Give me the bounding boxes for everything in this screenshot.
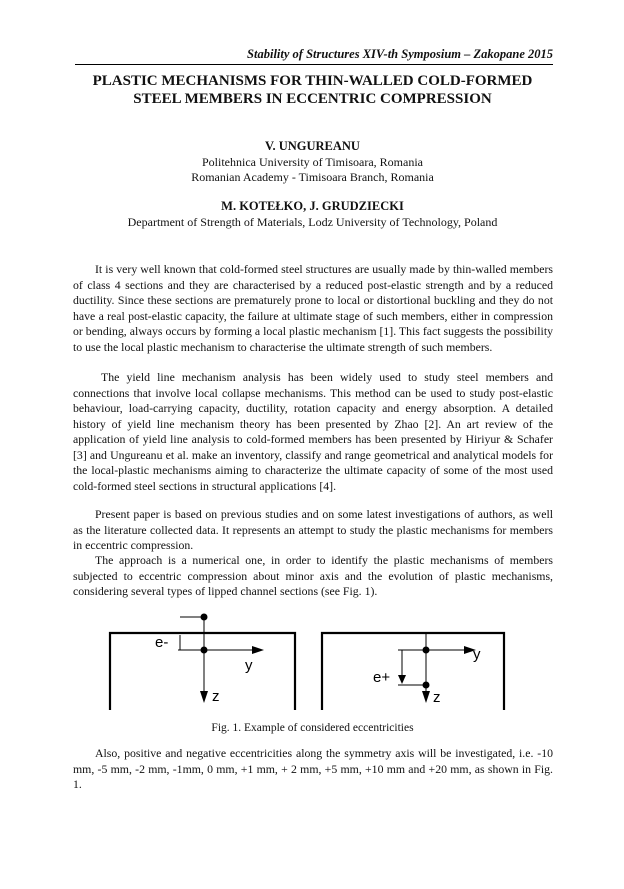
left-z-label: z: [212, 688, 220, 705]
author-1-name: V. UNGUREANU: [265, 139, 360, 153]
title-line-2: STEEL MEMBERS IN ECCENTRIC COMPRESSION: [133, 91, 492, 107]
figure-caption: Fig. 1. Example of considered eccentricities: [211, 722, 414, 734]
right-section-diagram: [322, 633, 504, 710]
left-ecc-label: e-: [155, 634, 169, 651]
body-paragraph-2: The yield line mechanism analysis has been widely used to study steel members and connections that involve local collapse mechanisms. This method can be used to study post-elastic behaviour, load-carrying capacity, ductility, rotation capacity and energy absorption. A detailed history of yield line mechanism theory has been presented by Zhao [2]. An art review of the application of yield line analysis to cold-formed members has been presented by Hiriyur & Schafer [3] and Ungureanu et al. make an inventory, classify and range geometrical and analytical models for the local-plastic mechanisms aiming to characterize the ultimate capacity of some of the most used cold-formed steel sections in structural applications [4].: [73, 370, 553, 493]
title-line-1: PLASTIC MECHANISMS FOR THIN-WALLED COLD-FORMED: [92, 73, 533, 89]
right-centroid: [423, 647, 430, 654]
author-1-affiliation-2: Romanian Academy - Timisoara Branch, Romania: [191, 170, 434, 184]
body-paragraph-4: The approach is a numerical one, in order to identify the plastic mechanisms of members subjected to eccentric compression about minor axis and the evolution of plastic mechanisms, considering several types of lipped channel sections (see Fig. 1).: [73, 553, 553, 598]
right-ecc-label: e+: [373, 669, 391, 686]
author-2-name: M. KOTEŁKO, J. GRUDZIECKI: [221, 199, 404, 213]
left-z-arrow: [200, 691, 208, 703]
left-y-arrow: [252, 646, 264, 654]
right-z-arrow: [422, 691, 430, 703]
paper-title: [40, 72, 585, 108]
right-channel-outline: [322, 633, 504, 710]
running-header: Stability of Structures XIV-th Symposium – Zakopane 2015: [247, 47, 553, 61]
figure-eccentricities: [100, 605, 520, 715]
right-y-label: y: [473, 646, 481, 663]
right-load-point: [423, 682, 430, 689]
body-paragraph-1: It is very well known that cold-formed steel structures are usually made by thin-walled members of class 4 sections and they are characterised by a reduced post-elastic strength and by a reduced ductility. Since these sections are prematurely prone to local or distortional buckling and they do not have a real post-elastic capacity, the failure at ultimate stage of such members, either in compression or bending, always occurs by forming a local plastic mechanism [1]. This fact suggests the possibility to use the local plastic mechanism to characterise the ultimate strength of such members.: [73, 262, 553, 354]
left-section-diagram: [110, 614, 295, 711]
body-paragraph-5: Also, positive and negative eccentricities along the symmetry axis will be investigated, i.e. -10 mm, -5 mm, -2 mm, -1mm, 0 mm, +1 mm, + 2 mm, +5 mm, +10 mm and +20 mm, as shown in Fig. 1.: [73, 746, 553, 791]
author-2-affiliation-1: Department of Strength of Materials, Lodz University of Technology, Poland: [127, 215, 498, 229]
author-1-affiliation-1: Politehnica University of Timisoara, Romania: [202, 155, 423, 169]
header-rule: [75, 64, 553, 65]
left-y-label: y: [245, 657, 253, 674]
body-paragraph-3: Present paper is based on previous studies and on some latest investigations of authors, as well as the literature collected data. It represents an attempt to study the plastic mechanisms for members in eccentric compression.: [73, 507, 553, 552]
right-ecc-arrow: [398, 675, 406, 684]
left-centroid: [201, 647, 208, 654]
right-z-label: z: [433, 689, 441, 706]
